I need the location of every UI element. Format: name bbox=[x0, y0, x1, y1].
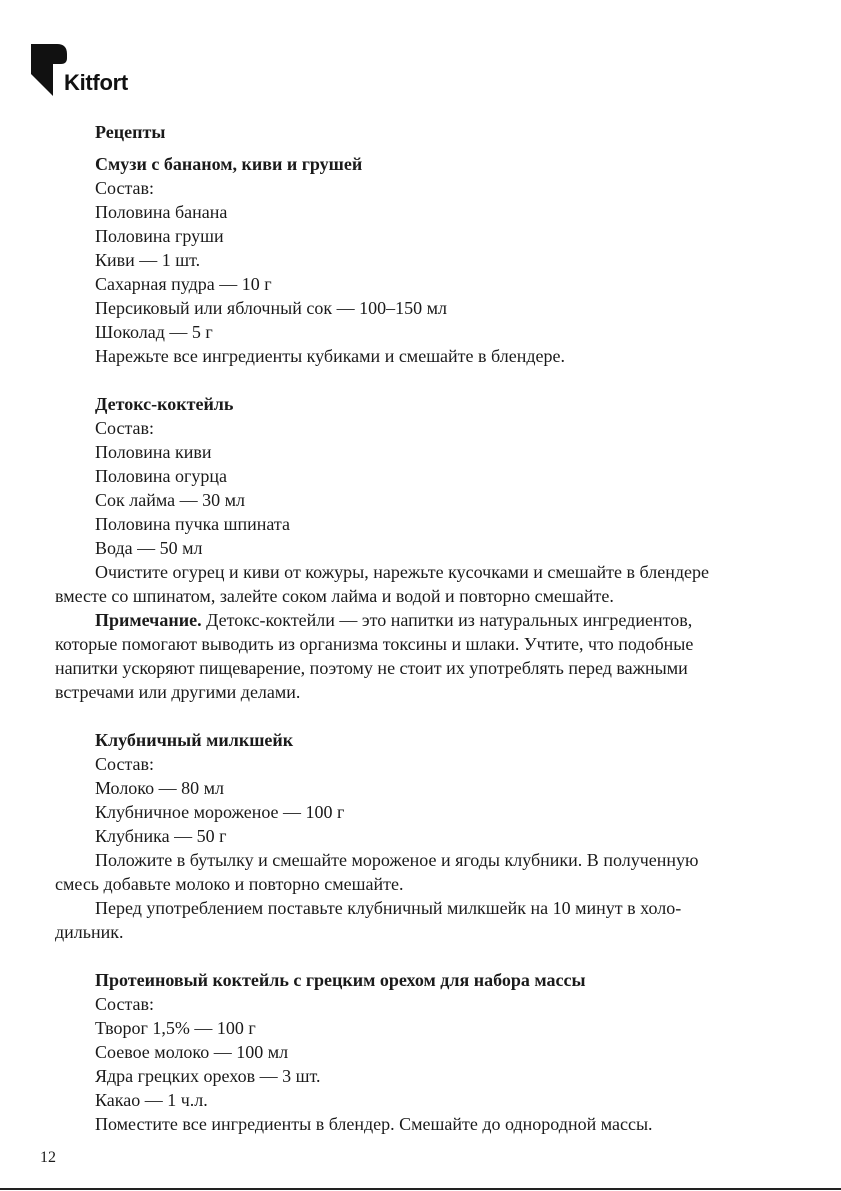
recipe-title: Клубничный милкшейк bbox=[95, 730, 294, 750]
note-label: Примечание. bbox=[95, 610, 202, 630]
spacer bbox=[55, 144, 785, 152]
ingredients-label: Состав: bbox=[95, 994, 155, 1014]
ingredient-item: Клубничное мороженое — 100 г bbox=[95, 802, 345, 822]
recipe-smoothie bbox=[55, 152, 785, 368]
note-text: Детокс-коктейли — это напитки из натуральных ингредиентов, bbox=[201, 610, 693, 630]
recipe-milkshake bbox=[55, 728, 785, 944]
spacer bbox=[55, 368, 785, 392]
recipe-title: Смузи с бананом, киви и грушей bbox=[95, 154, 363, 174]
text-line: дильник. bbox=[55, 922, 124, 942]
ingredients-label: Состав: bbox=[95, 418, 155, 438]
ingredient-item: Половина киви bbox=[95, 442, 212, 462]
ingredient-item: Половина банана bbox=[95, 202, 228, 222]
ingredient-item: Вода — 50 мл bbox=[95, 538, 203, 558]
page-title: Рецепты bbox=[95, 122, 166, 142]
text-line: смесь добавьте молоко и повторно смешайте. bbox=[55, 874, 404, 894]
recipe-instructions-extra bbox=[55, 896, 785, 944]
text-line bbox=[55, 608, 785, 632]
recipe-note bbox=[55, 608, 785, 704]
recipe-title: Детокс-коктейль bbox=[95, 394, 234, 414]
kitfort-logo bbox=[31, 44, 161, 100]
spacer bbox=[55, 704, 785, 728]
text-line: Очистите огурец и киви от кожуры, нарежьте кусочками и смешайте в блендере bbox=[95, 562, 709, 582]
ingredient-item: Половина пучка шпината bbox=[95, 514, 291, 534]
ingredient-item: Молоко — 80 мл bbox=[95, 778, 225, 798]
recipe-instructions bbox=[55, 848, 785, 896]
ingredient-item: Киви — 1 шт. bbox=[95, 250, 201, 270]
recipe-title: Протеиновый коктейль с грецким орехом для набора массы bbox=[95, 970, 586, 990]
bottom-divider bbox=[0, 1188, 841, 1190]
ingredients-label: Состав: bbox=[95, 178, 155, 198]
ingredient-item: Персиковый или яблочный сок — 100–150 мл bbox=[95, 298, 447, 318]
ingredient-item: Сок лайма — 30 мл bbox=[95, 490, 245, 510]
ingredients-label: Состав: bbox=[95, 754, 155, 774]
spacer bbox=[55, 944, 785, 968]
ingredient-item: Какао — 1 ч.л. bbox=[95, 1090, 208, 1110]
brand-name: Kitfort bbox=[64, 70, 128, 95]
recipe-instructions: Нарежьте все ингредиенты кубиками и смешайте в блендере. bbox=[95, 346, 565, 366]
ingredient-item: Ядра грецких орехов — 3 шт. bbox=[95, 1066, 321, 1086]
ingredient-item: Соевое молоко — 100 мл bbox=[95, 1042, 289, 1062]
ingredient-item: Творог 1,5% — 100 г bbox=[95, 1018, 256, 1038]
text-line: Положите в бутылку и смешайте мороженое и ягоды клубники. В полученную bbox=[95, 850, 699, 870]
recipe-detox bbox=[55, 392, 785, 704]
page-number: 12 bbox=[40, 1149, 56, 1166]
page-content bbox=[55, 120, 785, 1136]
recipe-protein-shake bbox=[55, 968, 785, 1136]
ingredient-item: Клубника — 50 г bbox=[95, 826, 227, 846]
ingredient-item: Половина огурца bbox=[95, 466, 228, 486]
recipe-instructions: Поместите все ингредиенты в блендер. Смешайте до однородной массы. bbox=[95, 1114, 653, 1134]
ingredient-item: Сахарная пудра — 10 г bbox=[95, 274, 272, 294]
recipe-instructions bbox=[55, 560, 785, 608]
text-line: напитки ускоряют пищеварение, поэтому не стоит их употреблять перед важными bbox=[55, 658, 688, 678]
kitfort-logo-mark-icon bbox=[31, 44, 67, 96]
ingredient-item: Половина груши bbox=[95, 226, 224, 246]
text-line: Перед употреблением поставьте клубничный милкшейк на 10 минут в холо- bbox=[95, 898, 682, 918]
text-line: встречами или другими делами. bbox=[55, 682, 301, 702]
text-line: которые помогают выводить из организма токсины и шлаки. Учтите, что подобные bbox=[55, 634, 694, 654]
text-line: вместе со шпинатом, залейте соком лайма и водой и повторно смешайте. bbox=[55, 586, 614, 606]
ingredient-item: Шоколад — 5 г bbox=[95, 322, 213, 342]
